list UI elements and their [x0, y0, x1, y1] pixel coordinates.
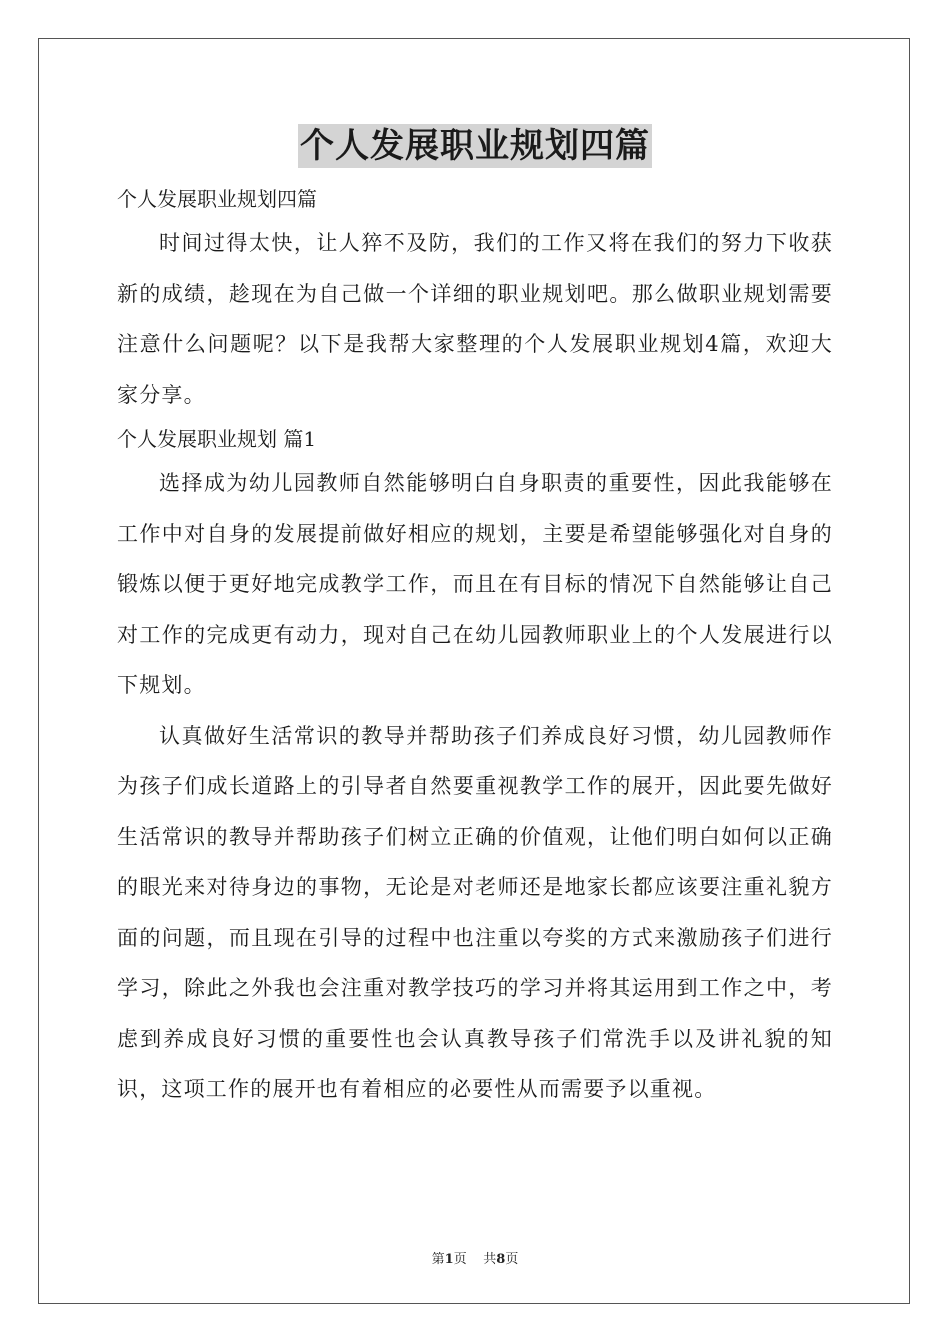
- intro-paragraph: 时间过得太快，让人猝不及防，我们的工作又将在我们的努力下收获新的成绩，趁现在为自己做一个详细的职业规划吧。那么做职业规划需要注意什么问题呢？以下是我帮大家整理的个人发展职业规划4篇，欢迎大家分享。: [117, 231, 833, 407]
- page-footer: [0, 1248, 950, 1267]
- section-heading: 个人发展职业规划 篇1: [117, 427, 317, 451]
- page-suffix: 页: [453, 1252, 467, 1267]
- document-body: [117, 180, 833, 1115]
- document-title: 个人发展职业规划四篇: [300, 126, 650, 166]
- page-total: 8: [496, 1252, 506, 1267]
- total-prefix: 共: [483, 1252, 497, 1267]
- title-container: [0, 124, 950, 168]
- total-suffix: 页: [505, 1252, 519, 1267]
- section-paragraph-1: 选择成为幼儿园教师自然能够明白自身职责的重要性，因此我能够在工作中对自身的发展提前做好相应的规划，主要是希望能够强化对自身的锻炼以便于更好地完成教学工作，而且在有目标的情况下自然能够让自己对工作的完成更有动力，现对自己在幼儿园教师职业上的个人发展进行以下规划。: [117, 471, 833, 697]
- page-prefix: 第: [431, 1252, 445, 1267]
- page-current: 1: [444, 1252, 454, 1267]
- section-paragraph-2: 认真做好生活常识的教导并帮助孩子们养成良好习惯，幼儿园教师作为孩子们成长道路上的引导者自然要重视教学工作的展开，因此要先做好生活常识的教导并帮助孩子们树立正确的价值观，让他们明白如何以正确的眼光来对待身边的事物，无论是对老师还是地家长都应该要注重礼貌方面的问题，而且现在引导的过程中也注重以夸奖的方式来激励孩子们进行学习，除此之外我也会注重对教学技巧的学习并将其运用到工作之中，考虑到养成良好习惯的重要性也会认真教导孩子们常洗手以及讲礼貌的知识，这项工作的展开也有着相应的必要性从而需要予以重视。: [117, 723, 833, 1101]
- document-subtitle: 个人发展职业规划四篇: [117, 187, 317, 211]
